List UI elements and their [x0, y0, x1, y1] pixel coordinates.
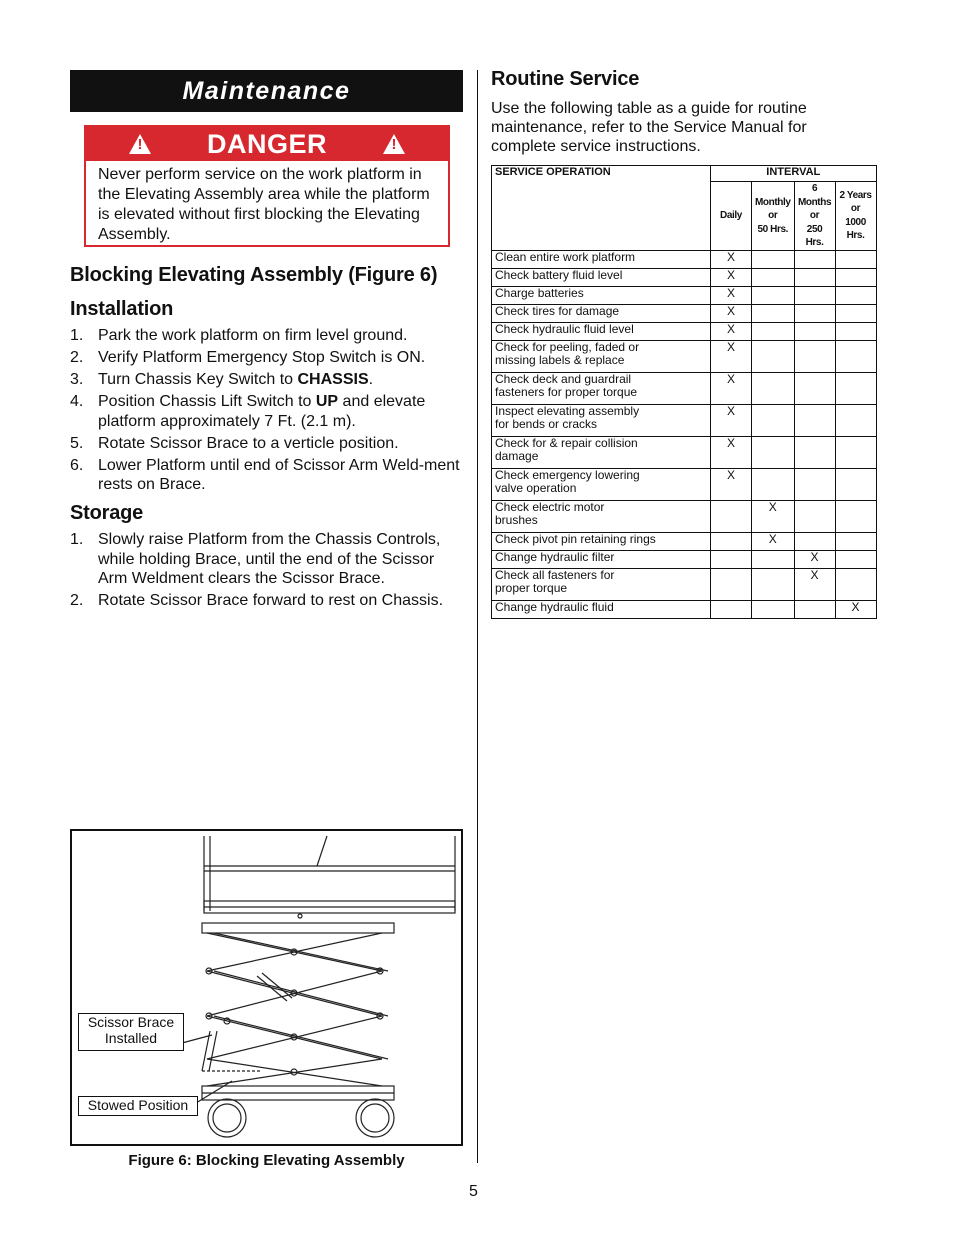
table-row — [492, 600, 877, 618]
service-operation-cell: Clean entire work platform — [492, 250, 711, 268]
interval-mark-cell — [794, 322, 835, 340]
service-operation-cell: Change hydraulic fluid — [492, 600, 711, 618]
interval-mark-cell — [752, 436, 795, 468]
table-body — [492, 250, 877, 618]
table-row — [492, 268, 877, 286]
interval-mark-cell — [835, 250, 876, 268]
danger-text: Never perform service on the work platform in the Elevating Assembly area while the platform is elevated without first blocking the Elevating Assembly. — [98, 166, 430, 243]
routine-service-intro: Use the following table as a guide for routine maintenance, refer to the Service Manual for complete service instructions. — [491, 100, 807, 155]
figure-blocking-elevating-assembly — [70, 829, 463, 1146]
interval-mark-cell — [794, 600, 835, 618]
interval-mark-cell — [794, 340, 835, 372]
list-item: 5. Rotate Scissor Brace to a verticle position. — [70, 434, 399, 452]
list-item: 6. Lower Platform until end of Scissor Arm Weld-ment rests on Brace. — [70, 456, 460, 493]
interval-mark-cell: X — [794, 568, 835, 600]
interval-mark-cell — [752, 600, 795, 618]
interval-mark-cell — [794, 468, 835, 500]
interval-mark-cell: X — [835, 600, 876, 618]
interval-mark-cell — [835, 568, 876, 600]
interval-mark-cell — [752, 304, 795, 322]
interval-mark-cell — [752, 468, 795, 500]
interval-mark-cell: X — [711, 404, 752, 436]
service-operation-cell: Check tires for damage — [492, 304, 711, 322]
interval-mark-cell — [752, 404, 795, 436]
figure-caption: Figure 6: Blocking Elevating Assembly — [128, 1152, 405, 1169]
interval-mark-cell — [835, 404, 876, 436]
interval-mark-cell — [794, 436, 835, 468]
interval-mark-cell: X — [711, 286, 752, 304]
service-operation-cell: Check for & repair collision damage — [492, 436, 711, 468]
interval-mark-cell: X — [711, 322, 752, 340]
list-item: 3. Turn Chassis Key Switch to CHASSIS. — [70, 371, 374, 388]
list-item: 4. Position Chassis Lift Switch to UP and elevate platform approximately 7 Ft. (2.1 m). — [70, 393, 426, 430]
col-header-operation: SERVICE OPERATION — [492, 166, 711, 251]
table-row — [492, 322, 877, 340]
table-row — [492, 436, 877, 468]
list-item: 1. Slowly raise Platform from the Chassis Controls, while holding Brace, until the end of the Scissor Arm Weldment clears the Scissor Brace. — [70, 531, 441, 587]
callout-stowed-position: Stowed Position — [78, 1096, 198, 1116]
service-operation-cell: Check all fasteners for proper torque — [492, 568, 711, 600]
routine-service-heading: Routine Service — [491, 68, 640, 90]
list-item: 1. Park the work platform on firm level ground. — [70, 327, 408, 344]
interval-header: Daily — [711, 182, 752, 251]
interval-mark-cell — [835, 304, 876, 322]
table-row — [492, 304, 877, 322]
interval-header: 6 Months or 250 Hrs. — [794, 182, 835, 251]
service-interval-table — [491, 165, 877, 619]
installation-steps — [70, 326, 465, 497]
interval-mark-cell — [794, 404, 835, 436]
service-operation-cell: Check emergency lowering valve operation — [492, 468, 711, 500]
interval-mark-cell — [794, 372, 835, 404]
service-operation-cell: Check for peeling, faded or missing labels & replace — [492, 340, 711, 372]
service-operation-cell: Charge batteries — [492, 286, 711, 304]
page-number: 5 — [469, 1183, 478, 1200]
interval-mark-cell — [752, 286, 795, 304]
service-operation-cell: Check hydraulic fluid level — [492, 322, 711, 340]
service-operation-cell: Inspect elevating assembly for bends or cracks — [492, 404, 711, 436]
table-row — [492, 532, 877, 550]
warning-icon: ! — [383, 134, 405, 154]
interval-mark-cell — [794, 500, 835, 532]
interval-mark-cell — [794, 304, 835, 322]
interval-mark-cell — [794, 286, 835, 304]
interval-mark-cell: X — [752, 500, 795, 532]
column-divider — [477, 70, 478, 1163]
service-operation-cell: Change hydraulic filter — [492, 550, 711, 568]
interval-mark-cell — [752, 372, 795, 404]
list-item: 2. Rotate Scissor Brace forward to rest on Chassis. — [70, 592, 444, 609]
interval-mark-cell — [752, 322, 795, 340]
table-row — [492, 340, 877, 372]
danger-notice — [84, 125, 450, 247]
interval-mark-cell — [794, 268, 835, 286]
interval-mark-cell — [835, 322, 876, 340]
interval-mark-cell — [835, 340, 876, 372]
section-title: Maintenance — [182, 76, 351, 105]
interval-mark-cell: X — [752, 532, 795, 550]
table-row — [492, 372, 877, 404]
table-row — [492, 286, 877, 304]
interval-mark-cell: X — [711, 372, 752, 404]
service-operation-cell: Check deck and guardrail fasteners for proper torque — [492, 372, 711, 404]
callout-scissor-brace-installed: Scissor Brace Installed — [78, 1013, 184, 1051]
interval-mark-cell: X — [711, 436, 752, 468]
interval-mark-cell — [752, 340, 795, 372]
interval-mark-cell — [752, 550, 795, 568]
interval-mark-cell — [835, 550, 876, 568]
interval-mark-cell: X — [711, 268, 752, 286]
danger-header — [86, 127, 448, 161]
interval-mark-cell — [752, 568, 795, 600]
storage-steps — [70, 530, 465, 613]
interval-mark-cell: X — [711, 468, 752, 500]
table-row — [492, 568, 877, 600]
storage-heading: Storage — [70, 502, 144, 524]
danger-title: DANGER — [206, 128, 327, 159]
interval-mark-cell — [711, 532, 752, 550]
interval-mark-cell — [835, 372, 876, 404]
interval-mark-cell — [835, 436, 876, 468]
interval-mark-cell: X — [711, 304, 752, 322]
service-operation-cell: Check electric motor brushes — [492, 500, 711, 532]
table-row — [492, 250, 877, 268]
interval-header: Monthly or 50 Hrs. — [752, 182, 795, 251]
table-row — [492, 404, 877, 436]
installation-heading: Installation — [70, 298, 174, 320]
interval-header: 2 Years or 1000 Hrs. — [835, 182, 876, 251]
section-banner — [70, 70, 463, 112]
table-row — [492, 550, 877, 568]
interval-mark-cell: X — [711, 250, 752, 268]
interval-mark-cell — [752, 268, 795, 286]
col-header-interval: INTERVAL — [711, 166, 877, 182]
interval-mark-cell — [752, 250, 795, 268]
table-row — [492, 468, 877, 500]
interval-mark-cell — [835, 268, 876, 286]
service-operation-cell: Check battery fluid level — [492, 268, 711, 286]
interval-mark-cell: X — [794, 550, 835, 568]
interval-mark-cell — [711, 500, 752, 532]
interval-mark-cell: X — [711, 340, 752, 372]
service-operation-cell: Check pivot pin retaining rings — [492, 532, 711, 550]
interval-mark-cell — [835, 500, 876, 532]
list-item: 2. Verify Platform Emergency Stop Switch is ON. — [70, 349, 426, 366]
interval-mark-cell — [835, 532, 876, 550]
warning-icon: ! — [129, 134, 151, 154]
interval-mark-cell — [794, 250, 835, 268]
interval-mark-cell — [835, 286, 876, 304]
interval-mark-cell — [711, 550, 752, 568]
interval-mark-cell — [711, 568, 752, 600]
table-row — [492, 500, 877, 532]
interval-mark-cell — [711, 600, 752, 618]
interval-mark-cell — [794, 532, 835, 550]
blocking-heading: Blocking Elevating Assembly (Figure 6) — [70, 264, 438, 286]
interval-mark-cell — [835, 468, 876, 500]
